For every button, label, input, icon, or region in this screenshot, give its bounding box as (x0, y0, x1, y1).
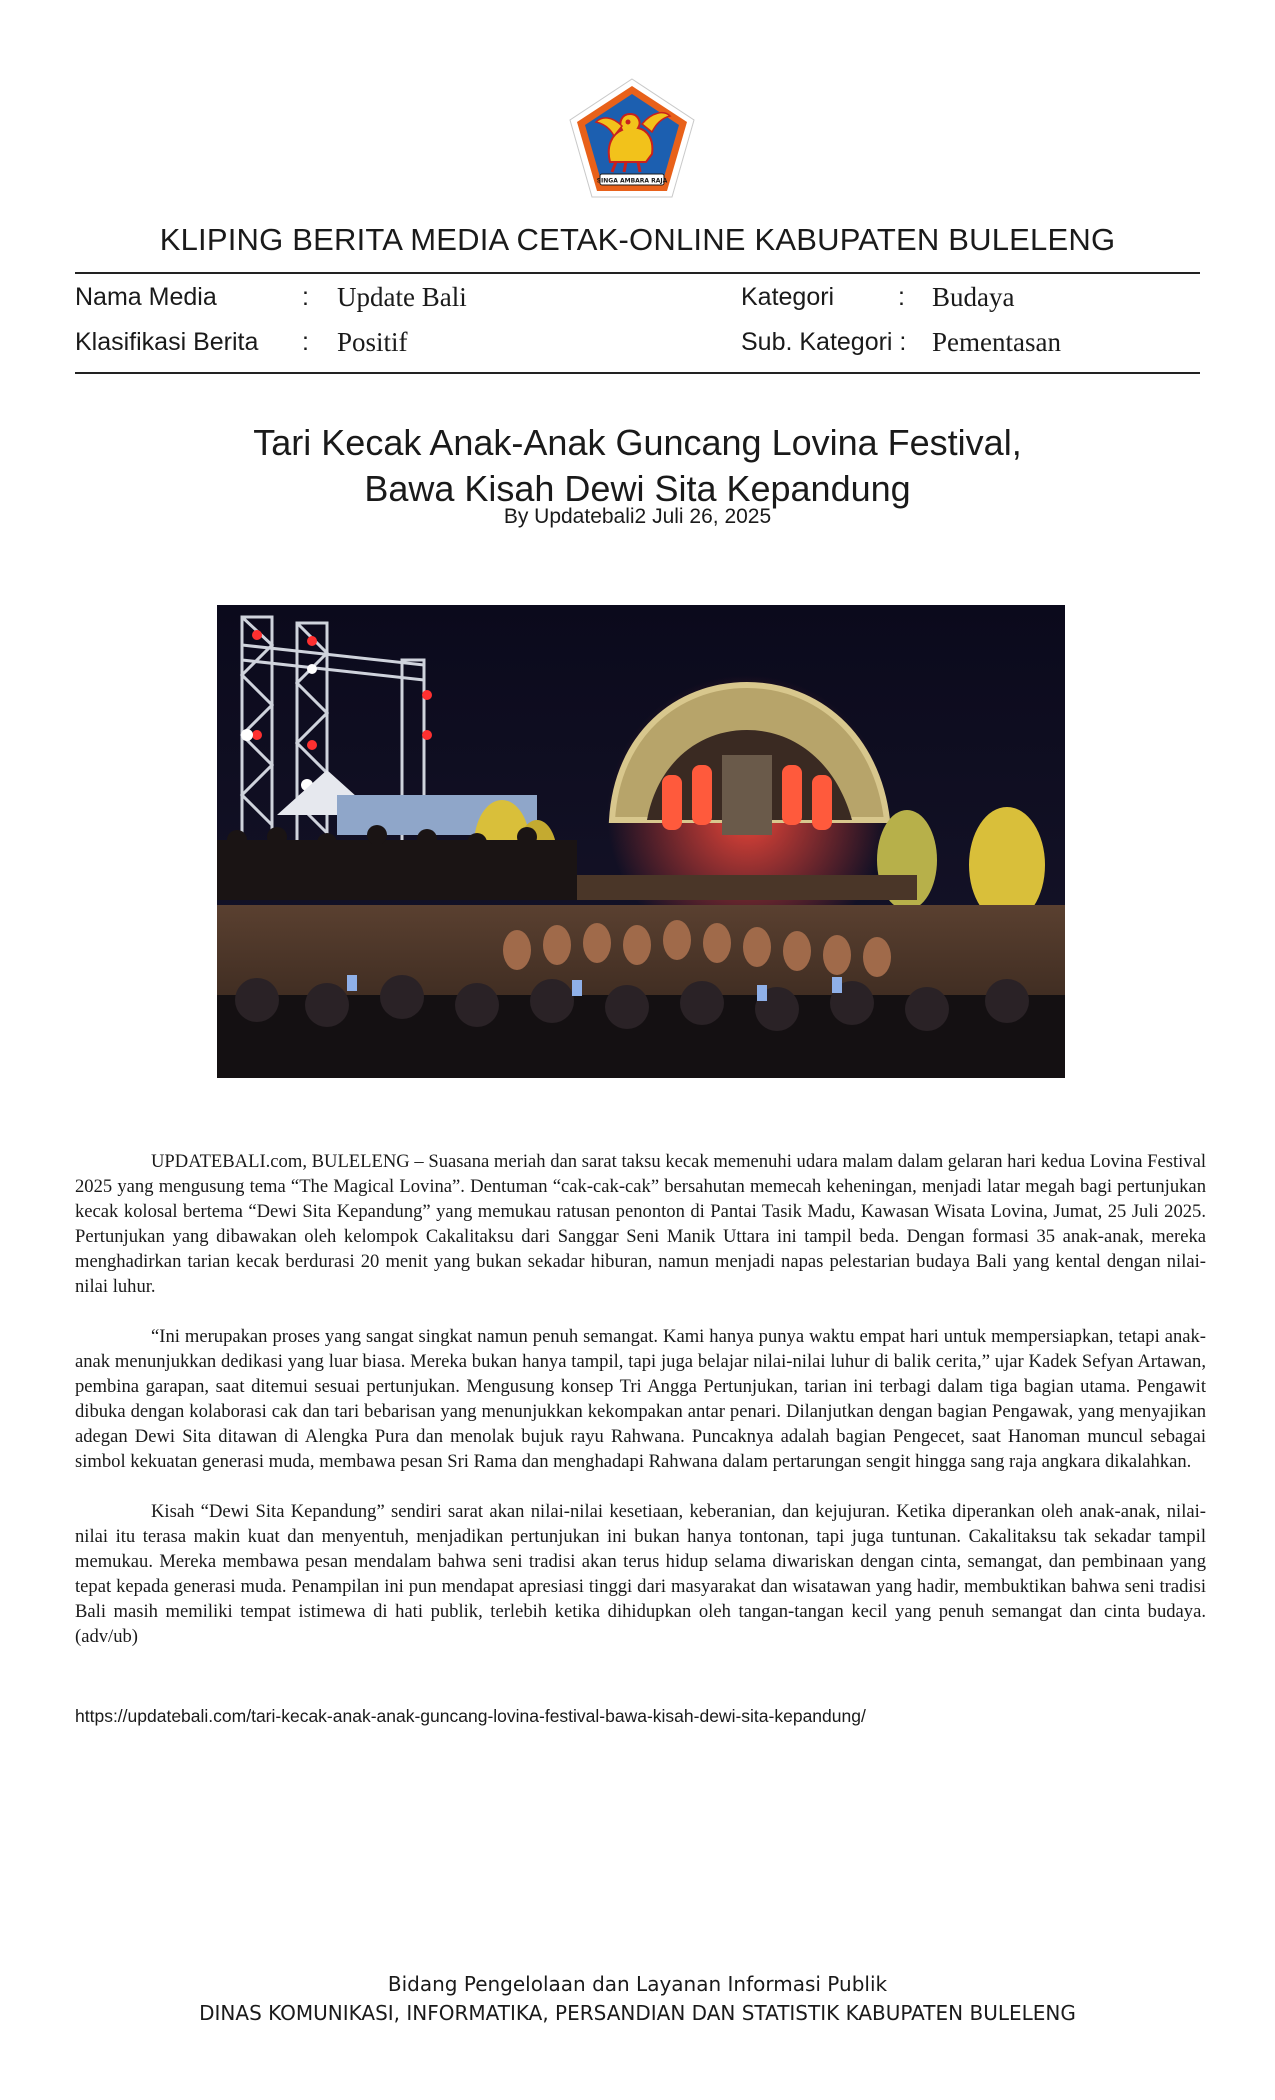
category-colon: : (898, 283, 905, 311)
document-title: KLIPING BERITA MEDIA CETAK-ONLINE KABUPATEN BULELENG (159, 222, 1116, 257)
media-colon: : (302, 283, 309, 311)
kecak-performance-photo (217, 605, 1065, 1078)
page-footer (75, 1970, 1200, 2028)
header-bottom-rule (75, 372, 1200, 374)
subcategory-label: Sub. Kategori : (741, 328, 907, 356)
classification-colon: : (302, 328, 309, 356)
footer-line-2: DINAS KOMUNIKASI, INFORMATIKA, PERSANDIAN DAN STATISTIK KABUPATEN BULELENG (199, 2001, 1076, 2025)
classification-label: Klasifikasi Berita (75, 328, 259, 356)
header-top-rule (75, 272, 1200, 274)
logo-motto: SINGA AMBARA RAJA (596, 177, 668, 185)
article-paragraph: Kisah “Dewi Sita Kepandung” sendiri sarat akan nilai-nilai kesetiaan, keberanian, dan kejujuran. Ketika diperankan oleh anak-anak, nilai-nilai itu terasa makin kuat dan menyentuh, menjadikan pertunjukan ini bukan hanya tontonan, tapi juga tuntunan. Cakalitaksu tak sekadar tampil memukau. Mereka membawa pesan mendalam bahwa seni tradisi akan terus hidup selama diwariskan dengan cinta, semangat, dan pembinaan yang tepat kepada generasi muda. Penampilan ini pun mendapat apresiasi tinggi dari masyarakat dan wisatawan yang hadir, membuktikan bahwa seni tradisi Bali masih memiliki tempat istimewa di hati publik, terlebih ketika dihidupkan oleh tangan-tangan kecil yang penuh semangat dan cinta budaya.(adv/ub) (75, 1501, 1206, 1647)
footer-line-1: Bidang Pengelolaan dan Layanan Informasi Publik (387, 1972, 888, 1996)
source-url: https://updatebali.com/tari-kecak-anak-anak-guncang-lovina-festival-bawa-kisah-dewi-sita-kepandung/ (75, 1706, 866, 1726)
media-value: Update Bali (337, 282, 467, 312)
media-label: Nama Media (75, 283, 217, 311)
article-headline (75, 420, 1200, 512)
buleleng-emblem-logo (566, 76, 698, 200)
category-value: Budaya (932, 282, 1015, 312)
article-paragraph: “Ini merupakan proses yang sangat singkat namun penuh semangat. Kami hanya punya waktu empat hari untuk mempersiapkan, tetapi anak-anak menunjukkan dedikasi yang luar biasa. Mereka bukan hanya tampil, tapi juga belajar nilai-nilai luhur di balik cerita,” ujar Kadek Sefyan Artawan, pembina garapan, saat ditemui sesuai pertunjukan. Mengusung konsep Tri Angga Pertunjukan, tarian ini terbagi dalam tiga bagian utama. Pengawit dibuka dengan kolaborasi cak dan tari bebarisan yang menunjukkan kekompakan antar penari. Dilanjutkan dengan bagian Pengawak, yang menyajikan adegan Dewi Sita ditawan di Alengka Pura dan menolak bujuk rayu Rahwana. Puncaknya adalah bagian Pengecet, saat Hanoman muncul sebagai simbol kekuatan generasi muda, membawa pesan Sri Rama dan menghadapi Rahwana dalam pertarungan sengit hingga sang raja angkara dikalahkan. (75, 1326, 1206, 1472)
subcategory-value: Pementasan (932, 327, 1061, 357)
article-body (75, 1149, 1206, 1674)
headline-line-1: Tari Kecak Anak-Anak Guncang Lovina Festival, (253, 422, 1022, 463)
classification-value: Positif (337, 327, 408, 357)
article-byline: By Updatebali2 Juli 26, 2025 (503, 505, 772, 528)
category-label: Kategori (741, 283, 835, 311)
headline-line-2: Bawa Kisah Dewi Sita Kepandung (364, 468, 911, 509)
article-paragraph: UPDATEBALI.com, BULELENG – Suasana meriah dan sarat taksu kecak memenuhi udara malam dalam gelaran hari kedua Lovina Festival 2025 yang mengusung tema “The Magical Lovina”. Dentuman “cak-cak-cak” bersahutan memecah keheningan, menjadi latar megah bagi pertunjukan kecak kolosal bertema “Dewi Sita Kepandung” yang memukau ratusan penonton di Pantai Tasik Madu, Kawasan Wisata Lovina, Jumat, 25 Juli 2025. Pertunjukan yang dibawakan oleh kelompok Cakalitaksu dari Sanggar Seni Manik Uttara ini tampil beda. Dengan formasi 35 anak-anak, mereka menghadirkan tarian kecak berdurasi 20 menit yang bukan sekadar hiburan, namun menjadi napas pelestarian budaya Bali yang kental dengan nilai-nilai luhur. (75, 1151, 1206, 1297)
